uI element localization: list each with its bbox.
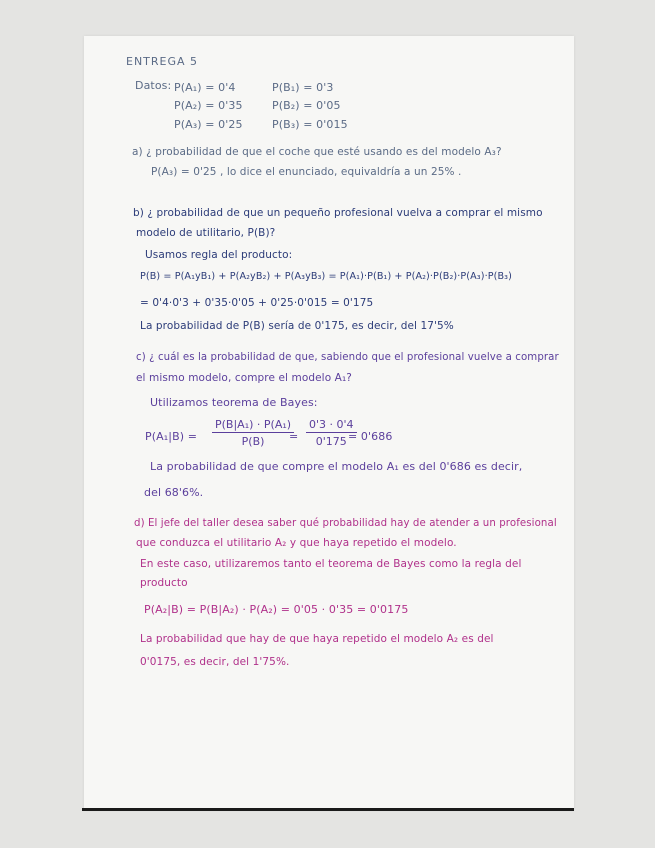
datos-pa1: P(A₁) = 0'4: [174, 81, 236, 94]
question-c-line1: c) ¿ cuál es la probabilidad de que, sabiendo que el profesional vuelve a comprar: [136, 352, 559, 363]
page-edge-line: [82, 808, 574, 811]
datos-pa3: P(A₃) = 0'25: [174, 118, 243, 131]
d-method-line2: producto: [140, 577, 188, 589]
d-conclusion-line1: La probabilidad que hay de que haya repetido el modelo A₂ es del: [140, 633, 494, 645]
c-fraction-formula: [212, 418, 294, 448]
question-a: a) ¿ probabilidad de que el coche que esté usando es del modelo A₃?: [132, 146, 502, 158]
d-method-line1: En este caso, utilizaremos tanto el teorema de Bayes como la regla del: [140, 558, 522, 570]
datos-pa2: P(A₂) = 0'35: [174, 99, 243, 112]
b-rule: Usamos regla del producto:: [145, 249, 293, 261]
datos-pb3: P(B₃) = 0'015: [272, 118, 348, 131]
question-c-line2: el mismo modelo, compre el modelo A₁?: [136, 372, 352, 384]
page-title: ENTREGA 5: [126, 55, 199, 68]
c-fraction-values-denominator: 0'175: [315, 435, 347, 448]
d-formula: P(A₂|B) = P(B|A₂) · P(A₂) = 0'05 · 0'35 = 0'0175: [144, 603, 409, 616]
c-fraction-formula-numerator: P(B|A₁) · P(A₁): [212, 418, 294, 433]
c-equals: =: [289, 430, 299, 443]
c-method: Utilizamos teorema de Bayes:: [150, 396, 318, 409]
b-conclusion: La probabilidad de P(B) sería de 0'175, es decir, del 17'5%: [140, 320, 454, 332]
question-d-line1: d) El jefe del taller desea saber qué probabilidad hay de atender a un profesional: [134, 518, 557, 529]
d-conclusion-line2: 0'0175, es decir, del 1'75%.: [140, 656, 290, 668]
answer-a: P(A₃) = 0'25 , lo dice el enunciado, equivaldría a un 25% .: [151, 166, 462, 178]
datos-pb2: P(B₂) = 0'05: [272, 99, 341, 112]
datos-pb1: P(B₁) = 0'3: [272, 81, 334, 94]
c-fraction-values-numerator: 0'3 · 0'4: [306, 418, 357, 433]
c-conclusion-line1: La probabilidad de que compre el modelo A₁ es del 0'686 es decir,: [150, 460, 523, 473]
c-bayes-lhs: P(A₁|B) =: [145, 430, 198, 443]
question-d-line2: que conduzca el utilitario A₂ y que haya repetido el modelo.: [136, 537, 457, 549]
datos-label: Datos:: [135, 79, 172, 92]
b-calculation: = 0'4·0'3 + 0'35·0'05 + 0'25·0'015 = 0'175: [140, 297, 374, 309]
b-formula: P(B) = P(A₁yB₁) + P(A₂yB₂) + P(A₃yB₃) = P(A₁)·P(B₁) + P(A₂)·P(B₂)·P(A₃)·P(B₃): [140, 271, 512, 282]
question-b-line2: modelo de utilitario, P(B)?: [136, 227, 276, 239]
question-b-line1: b) ¿ probabilidad de que un pequeño profesional vuelva a comprar el mismo: [133, 207, 543, 219]
c-conclusion-line2: del 68'6%.: [144, 486, 204, 499]
c-fraction-formula-denominator: P(B): [241, 435, 265, 448]
c-result: = 0'686: [348, 430, 393, 443]
